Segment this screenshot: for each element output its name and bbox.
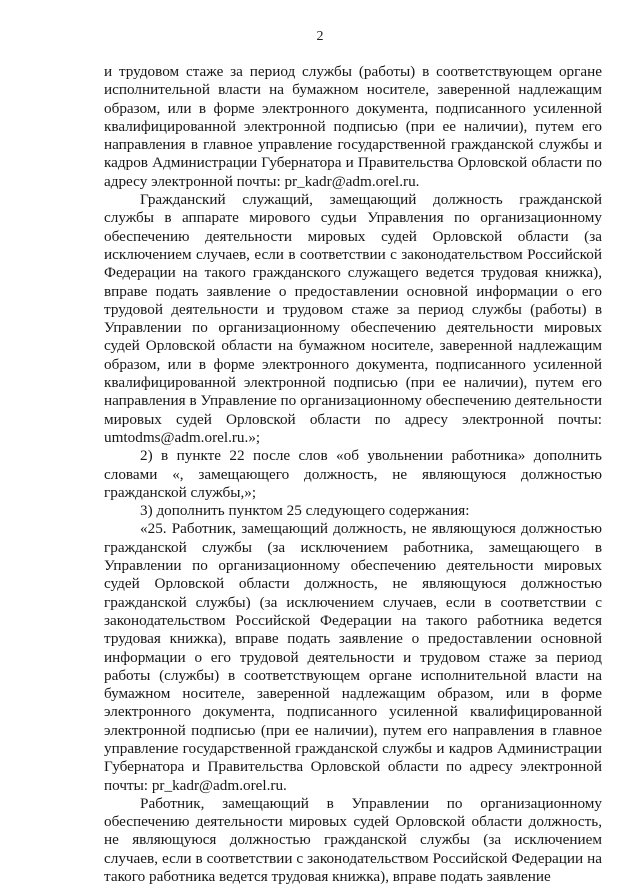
page-number: 2 <box>316 29 324 44</box>
paragraph-employee: Работник, замещающий в Управлении по организационному обеспечению деятельности мировых судей Орловской области должность, не являющуюся должностью гражданской службы (за исключением случаев, если в соответствии с законодательством Российской Федерации на такого работника ведется трудовая книжка), вправе подать заявление <box>104 794 602 886</box>
paragraph-continuation: и трудовом стаже за период службы (работы) в соответствующем органе исполнительной власти на бумажном носителе, заверенной надлежащим образом, или в форме электронного документа, подписанного усиленной квалифицированной электронной подписью (при ее наличии), путем его направления в главное управление государственной гражданской службы и кадров Администрации Губернатора и Правительства Орловской области по адресу электронной почты: pr_kadr@adm.orel.ru. <box>104 63 602 190</box>
paragraph-item-3: 3) дополнить пунктом 25 следующего содержания: <box>140 502 470 520</box>
paragraph-item-2: 2) в пункте 22 после слов «об увольнении работника» дополнить словами «, замещающего должность, не являющуюся должностью гражданской службы,»; <box>104 447 602 501</box>
paragraph-civil-servant: Гражданский служащий, замещающий должность гражданской службы в аппарате мирового судьи Управления по организационному обеспечению деятельности мировых судей Орловской области (за исключением случаев, если в соответствии с законодательством Российской Федерации на такого гражданского служащего ведется трудовая книжка), вправе подать заявление о предоставлении основной информации о его трудовой деятельности и трудовом стаже за период службы (работы) в Управлении по организационному обеспечению деятельности мировых судей Орловской области на бумажном носителе, заверенной надлежащим образом, или в форме электронного документа, подписанного усиленной квалифицированной электронной подписью (при ее наличии), путем его направления в Управление по организационному обеспечению деятельности мировых судей Орловской области по адресу электронной почты: umtodms@adm.orel.ru.»; <box>104 191 602 446</box>
paragraph-point-25: «25. Работник, замещающий должность, не являющуюся должностью гражданской службы (за исключением работника, замещающего в Управлении по организационному обеспечению деятельности мировых судей Орловской области должность, не являющуюся должностью гражданской службы) (за исключением случаев, если в соответствии с законодательством Российской Федерации на такого работника ведется трудовая книжка), вправе подать заявление о предоставлении основной информации о его трудовой деятельности и трудовом стаже за период работы (службы) в соответствующем органе исполнительной власти на бумажном носителе, заверенной надлежащим образом, или в форме электронного документа, подписанного усиленной квалифицированной электронной подписью (при ее наличии), путем его направления в главное управление государственной гражданской службы и кадров Администрации Губернатора и Правительства Орловской области по адресу электронной почты: pr_kadr@adm.orel.ru. <box>104 520 602 794</box>
document-body <box>104 63 602 886</box>
